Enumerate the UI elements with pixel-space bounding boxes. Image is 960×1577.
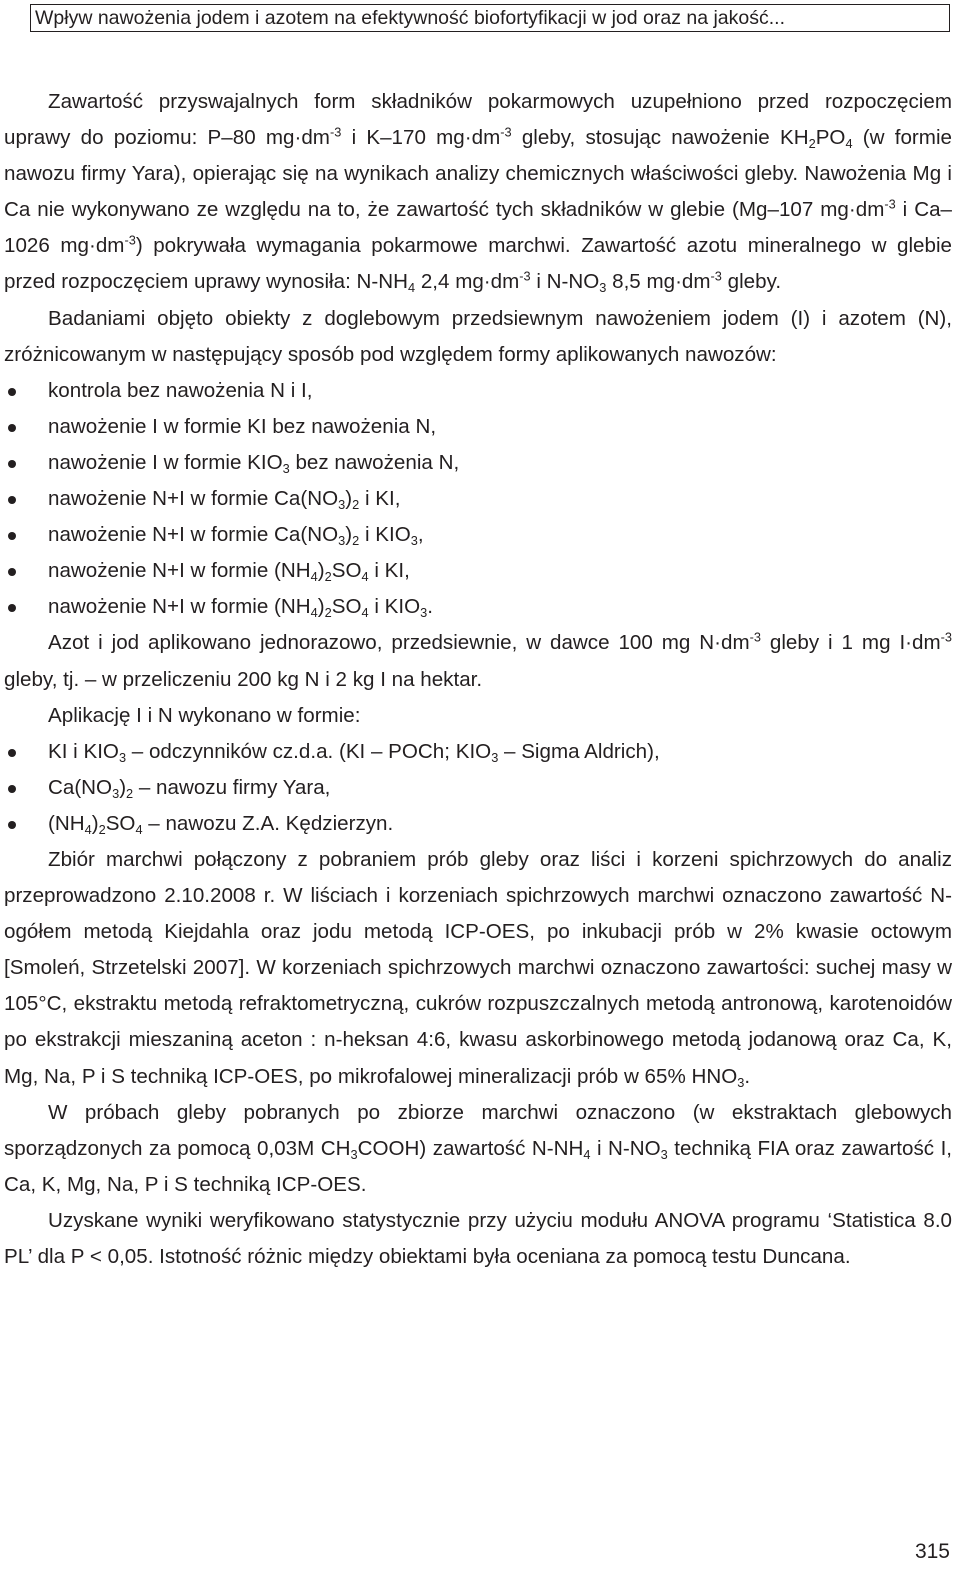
paragraph-forms-intro: Aplikację I i N wykonano w formie:	[48, 703, 361, 727]
list-item: $(NH_4)_2SO_4$ – nawozu Z.A. Kędzierzyn.	[4, 806, 952, 842]
list-item: nawożenie N+I w formie $(NH_4)_2SO_4$ i $KIO_3$.	[4, 589, 952, 625]
list-item: $Ca(NO_3)_2$ – nawozu firmy Yara,	[4, 770, 952, 806]
paragraph-soil-analysis: W próbach gleby pobranych po zbiorze marchwi oznaczono (w ekstraktach glebowych sporządzonych za pomocą 0,03M $CH_3COOH$) zawartość $N-NH_4$ i $N-NO_3$ techniką FIA oraz zawartość I, Ca, K, Mg, Na, P i S techniką ICP-OES.	[4, 1100, 953, 1196]
forms-list	[4, 734, 952, 842]
paragraph-nutrients: Zawartość przyswajalnych form składników pokarmowych uzupełniono przed rozpoczęciem uprawy do poziomu: P–80 $mg\cdot dm^{-3}$ i K–170 $mg\cdot dm^{-3}$ gleby, stosując nawożenie $KH_2PO_4$ (w formie nawozu firmy Yara), opierając się na wynikach analizy chemicznych właściwości gleby. Nawożenia Mg i Ca nie wykonywano ze względu na to, że zawartość tych składników w glebie (Mg–107 $mg\cdot dm^{-3}$ i Ca–1026 $mg\cdot dm^{-3}$) pokrywała wymagania pokarmowe marchwi. Zawartość azotu mineralnego w glebie przed rozpoczęciem uprawy wynosiła: $N-NH_4$ 2,4 $mg\cdot dm^{-3}$ i $N-NO_3$ 8,5 $mg\cdot dm^{-3}$ gleby.	[4, 90, 952, 296]
paragraph-objects: Badaniami objęto obiekty z doglebowym przedsiewnym nawożeniem jodem (I) i azotem (N), zróżnicowanym w następujący sposób pod względem formy aplikowanych nawozów:	[4, 306, 952, 366]
list-item: KI i $KIO_3$ – odczynników cz.d.a. (KI – POCh; $KIO_3$ – Sigma Aldrich),	[4, 734, 952, 770]
bullet-icon	[8, 568, 16, 576]
treatment-list	[4, 373, 952, 626]
running-header	[30, 4, 950, 32]
list-item: nawożenie N+I w formie $(NH_4)_2SO_4$ i KI,	[4, 553, 952, 589]
list-item: nawożenie N+I w formie $Ca(NO_3)_2$ i $KIO_3$,	[4, 517, 952, 553]
bullet-icon	[8, 749, 16, 757]
body-text	[4, 84, 952, 1275]
page-number: 315	[914, 1540, 950, 1563]
list-item: kontrola bez nawożenia N i I,	[4, 373, 952, 409]
bullet-icon	[8, 532, 16, 540]
running-title: Wpływ nawożenia jodem i azotem na efektywność biofortyfikacji w jod oraz na jakość...	[35, 7, 785, 29]
bullet-icon	[8, 821, 16, 829]
list-item: nawożenie I w formie $KIO_3$ bez nawożenia N,	[4, 445, 952, 481]
bullet-icon	[8, 460, 16, 468]
paragraph-harvest: Zbiór marchwi połączony z pobraniem prób gleby oraz liści i korzeni spichrzowych do analiz przeprowadzono 2.10.2008 r. W liściach i korzeniach spichrzowych marchwi oznaczono zawartość N-ogółem metodą Kiejdahla oraz jodu metodą ICP-OES, po inkubacji prób w 2% kwasie octowym [Smoleń, Strzetelski 2007]. W korzeniach spichrzowych marchwi oznaczono zawartości: suchej masy w 105°C, ekstraktu metodą refraktometryczną, cukrów rozpuszczalnych metodą antronową, karotenoidów po ekstrakcji mieszaniną aceton : n-heksan 4:6, kwasu askorbinowego metodą jodanową oraz Ca, K, Mg, Na, P i S techniką ICP-OES, po mikrofalowej mineralizacji prób w 65% $HNO_3$.	[4, 847, 952, 1090]
paragraph-dosage: Azot i jod aplikowano jednorazowo, przedsiewnie, w dawce 100 mg $N\cdot dm^{-3}$ gleby i 1 mg $I\cdot dm^{-3}$ gleby, tj. – w przeliczeniu 200 kg N i 2 kg I na hektar.	[4, 629, 952, 691]
bullet-icon	[8, 604, 16, 612]
bullet-icon	[8, 424, 16, 432]
list-item: nawożenie I w formie KI bez nawożenia N,	[4, 409, 952, 445]
bullet-icon	[8, 785, 16, 793]
list-item: nawożenie N+I w formie $Ca(NO_3)_2$ i KI,	[4, 481, 952, 517]
paragraph-statistics: Uzyskane wyniki weryfikowano statystycznie przy użyciu modułu ANOVA programu ‘Statistica 8.0 PL’ dla P < 0,05. Istotność różnic między obiektami była oceniana za pomocą testu Duncana.	[4, 1208, 952, 1268]
bullet-icon	[8, 388, 16, 396]
bullet-icon	[8, 496, 16, 504]
